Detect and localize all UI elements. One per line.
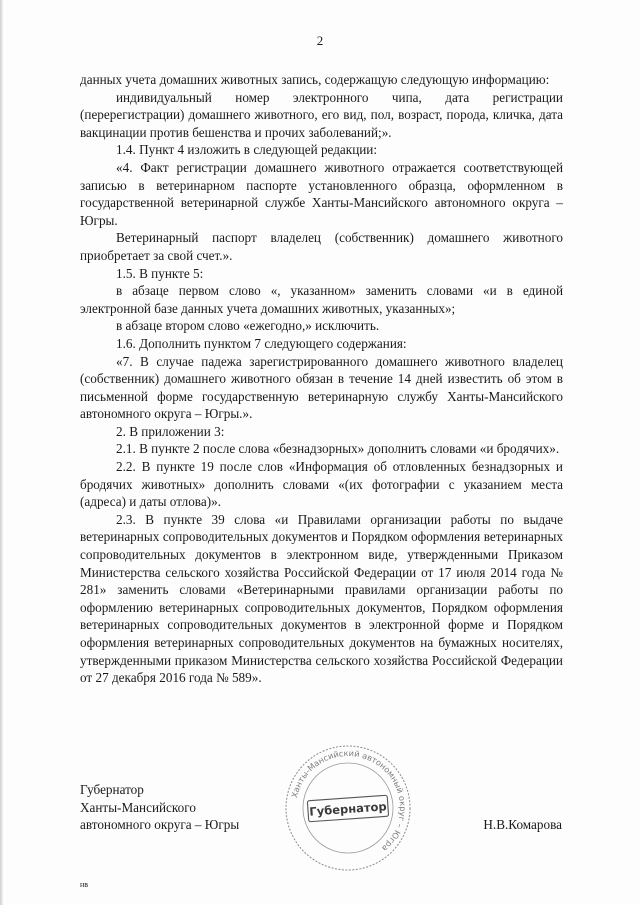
paragraph: 2. В приложении 3: xyxy=(116,423,225,439)
signer-name: Н.В.Комарова xyxy=(483,817,562,832)
signature-region: Ханты-Мансийского xyxy=(80,799,196,815)
page-number: 2 xyxy=(316,33,324,48)
paragraph: в абзаце первом слово «, указанном» заменить словами «и в единой электронной базе данных учета домашних животных, указанных»; xyxy=(80,283,563,316)
seal-center-text: Губернатор xyxy=(308,799,388,819)
paragraph: в абзаце втором слово «ежегодно,» исключить. xyxy=(116,318,380,334)
executor-mark: нв xyxy=(80,880,89,889)
paragraph: 1.5. В пункте 5: xyxy=(116,265,204,281)
paragraph: 1.4. Пункт 4 изложить в следующей редакции: xyxy=(116,142,378,158)
paragraph: 2.3. В пункте 39 слова «и Правилами организации работы по выдаче ветеринарных сопроводительных документов и Порядком оформления ветеринарных сопроводительных документов в электронном виде, утвержденными Приказом Министерства сельского хозяйства Российской Федерации от 17 июля 2014 года № 281» заменить словами «Ветеринарными правилами организации работы по оформлению ветеринарных сопроводительных документов, Порядком оформления ветеринарных сопроводительных документов в электронной форме и Порядком оформления ветеринарных сопроводительных документов на бумажных носителях, утвержденными приказом Министерства сельского хозяйства Российской Федерации от 27 декабря 2016 года № 589». xyxy=(80,511,563,686)
seal-ring-text: Ханты-Мансийский автономный округ – Югра xyxy=(289,747,409,854)
paragraph: 1.6. Дополнить пунктом 7 следующего содержания: xyxy=(116,335,407,351)
paragraph: индивидуальный номер электронного чипа, дата регистрации (перерегистрации) домашнего животного, его вид, пол, возраст, порода, кличка, дата вакцинации против бешенства и прочих заболеваний;». xyxy=(80,89,563,140)
paragraph: «7. В случае падежа зарегистрированного домашнего животного владелец (собственник) домашнего животного обязан в течение 14 дней известить об этом в письменной форме государственную ветеринарную службу Ханты-Мансийского автономного округа – Югры.». xyxy=(80,353,563,422)
paragraph: 2.1. В пункте 2 после слова «безнадзорных» дополнить словами «и бродячих». xyxy=(116,441,560,457)
paragraph: «4. Факт регистрации домашнего животного отражается соответствующей записью в ветеринарном паспорте установленного образца, оформленном в государственной ветеринарной службе Ханты-Мансийского автономного округа – Югры. xyxy=(80,159,563,228)
paragraph: данных учета домашних животных запись, содержащую следующую информацию: xyxy=(80,72,550,87)
scan-edge xyxy=(0,0,3,905)
official-seal xyxy=(283,743,413,873)
signature-title: Губернатор xyxy=(80,782,144,797)
document-body xyxy=(80,71,563,687)
signature-region: автономного округа – Югры xyxy=(80,817,240,833)
paragraph: 2.2. В пункте 19 после слов «Информация об отловленных безнадзорных и бродячих животных» дополнить словами «(их фотографии с указанием места (адреса) и даты отлова)». xyxy=(80,459,563,510)
paragraph: Ветеринарный паспорт владелец (собственник) домашнего животного приобретает за свой счет.». xyxy=(80,230,563,263)
signature-block xyxy=(80,781,239,834)
